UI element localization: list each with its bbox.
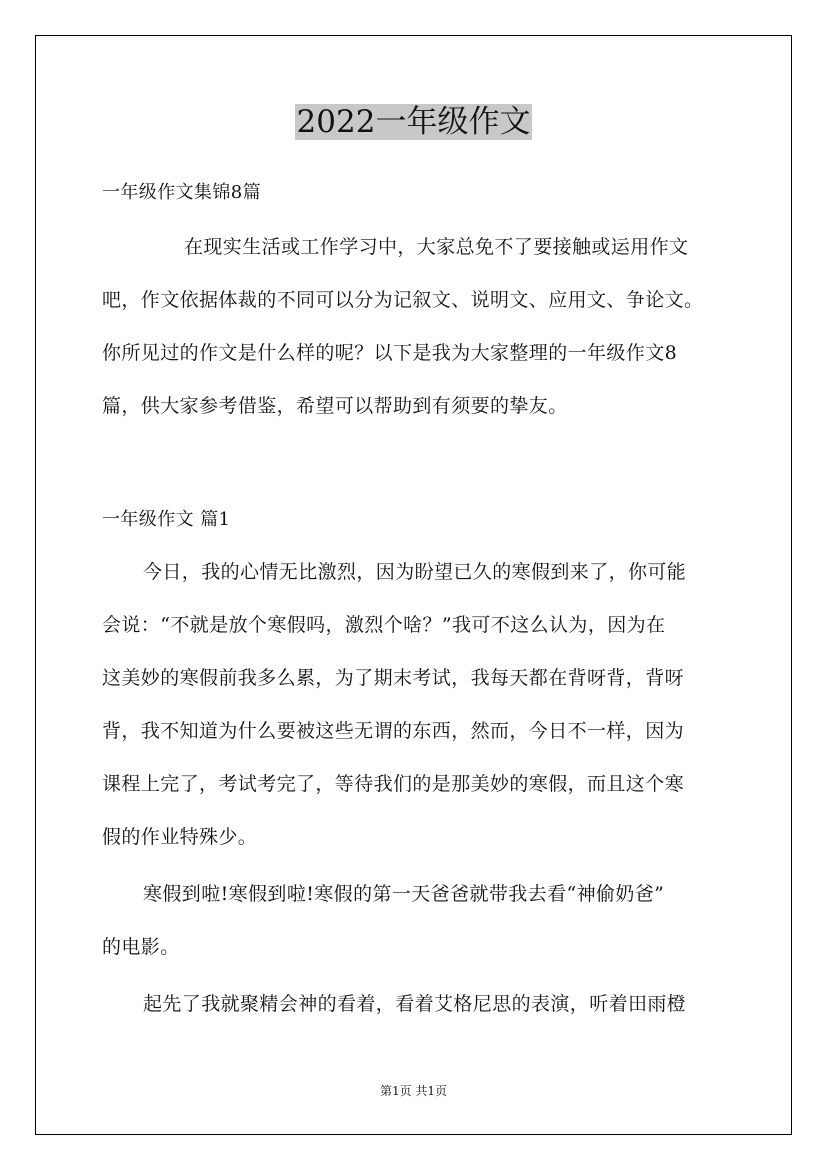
intro-line: 在现实生活或工作学习中，大家总免不了要接触或运用作文 — [184, 236, 689, 258]
paragraph-line: 今日，我的心情无比激烈，因为盼望已久的寒假到来了，你可能 — [143, 561, 687, 583]
paragraph-line: 背，我不知道为什么要被这些无谓的东西，然而，今日不一样，因为 — [102, 720, 685, 742]
document-title — [0, 100, 827, 144]
paragraph-line: 起先了我就聚精会神的看着，看着艾格尼思的表演，听着田雨橙 — [143, 993, 687, 1015]
paragraph-line: 假的作业特殊少。 — [102, 826, 258, 848]
paragraph-line: 的电影。 — [102, 936, 180, 958]
paragraph-2 — [102, 868, 742, 974]
section-heading: 一年级作文 篇1 — [102, 509, 231, 530]
paragraph-1 — [102, 546, 742, 864]
paragraph-line: 寒假到啦!寒假到啦!寒假的第一天爸爸就带我去看“神偷奶爸” — [143, 883, 665, 905]
paragraph-line: 课程上完了，考试考完了，等待我们的是那美妙的寒假，而且这个寒 — [102, 773, 685, 795]
intro-line: 篇，供大家参考借鉴，希望可以帮助到有须要的挚友。 — [102, 395, 568, 417]
intro-line: 吧，作文依据体裁的不同可以分为记叙文、说明文、应用文、争论文。 — [102, 289, 704, 311]
document-title-text: 2022一年级作文 — [296, 104, 531, 140]
page-footer: 第1页 共1页 — [379, 1084, 448, 1098]
subtitle: 一年级作文集锦8篇 — [102, 182, 262, 203]
intro-paragraph — [102, 221, 742, 433]
intro-line: 你所见过的作文是什么样的呢？以下是我为大家整理的一年级作文8 — [102, 342, 678, 364]
paragraph-line: 会说：“不就是放个寒假吗，激烈个啥？”我可不这么认为，因为在 — [102, 614, 666, 636]
paragraph-line: 这美妙的寒假前我多么累，为了期末考试，我每天都在背呀背，背呀 — [102, 667, 685, 689]
paragraph-3 — [102, 978, 742, 1031]
